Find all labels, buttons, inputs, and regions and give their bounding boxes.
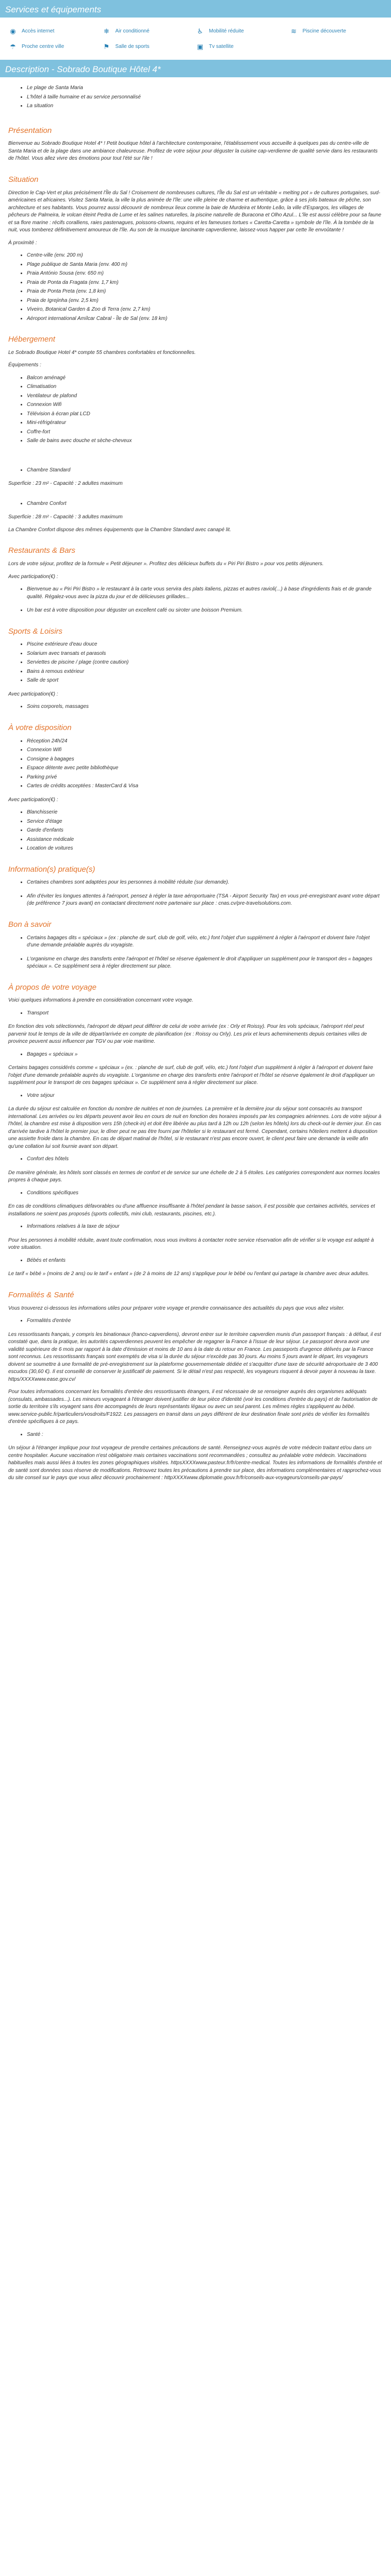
list-item: • Bienvenue au « Piri Piri Bistro » le restaurant à la carte vous servira des plats italiens, pizzas et autres ravioli(...) à base d'ingrédients frais et de grande qualité. Régalez-vous avec la pizza du jour et de délicieuses grillades... (27, 586, 383, 601)
list-item: • Solarium avec transats et parasols (27, 650, 383, 658)
room-confort-info: Superficie : 28 m² - Capacité : 3 adultes maximum (8, 514, 123, 520)
list-item: • Coffre-fort (27, 429, 383, 436)
formalites-intro: Vous trouverez ci-dessous les informations utiles pour préparer votre voyage et prendre connaissance des actualités du pays que vous allez visiter. (8, 1305, 345, 1311)
amenity-item (102, 42, 196, 52)
nearby-label: À proximité : (8, 240, 37, 246)
sejour-text: La durée du séjour est calculée en fonction du nombre de nuitées et non de journées. La première et la dernière jour du séjour sont consacrés au transport international. Les arrivées ou les départs peuvent avoir lieu en cours de nuit en fonction des horaires imposés par les compagnies aériennes. Lors de votre séjour à l'hôtel, la chambre est mise à disposition vers 15h (check-in) et doit être libérée au plus tard à 12h ou 12h (selon les hôtels) lors du check-out le dernier jour. En cas d'arrivée tardive à l'hôtel le premier jour, le dîner peut ne pas être fourni par l'hôtelier si le restaurant est fermé. Cependant, certains hôteliers mettent à disposition une assiette froide dans la chambre. En cas de départ matinal de l'hôtel, si le restaurant n'est pas encore ouvert, le client peut faire une demande la veille afin qu'une collation lui soit fournie avant son départ. (8, 1106, 382, 1149)
snowflake-icon: ❄ (104, 27, 109, 35)
amenity-item (8, 27, 102, 36)
pool-icon: ≋ (291, 27, 297, 35)
description-highlights (8, 77, 383, 114)
transport-heading: • Transport (27, 1010, 383, 1018)
list-item: • L'organisme en charge des transferts entre l'aéroport et l'hôtel se réserve également le droit d'appliquer un supplément pour le transport des « bagages spéciaux ». Ce supplément sera à régler directement sur place. (27, 956, 383, 971)
list-item: • Parking privé (27, 774, 383, 782)
formalites-heading: Formalités & Santé (8, 1290, 74, 1299)
entree-text-2: Pour toutes informations concernant les formalités d'entrée des ressortissants étrangers, il est nécessaire de se renseigner auprès des organismes adéquats (consulats, ambassades...). Les mineurs voyageant à l'étranger doivent justifier de leur pièce d'identité (voir les conditions d'entrée du pays) et de l'autorisation de sortie du territoire s'ils voyagent sans être accompagnés de leurs représentants légaux ou avec un seul parent. Les mêmes règles s'appliquent au bébé. www.service-public.fr/particuliers/vosdroits/F1922. Les passagers en transit dans un pays différent de leur destination finale sont priés de vérifier les formalités d'entrée spécifiques à ce pays. (8, 1389, 378, 1425)
sports-paid-list (8, 703, 383, 711)
room-name: • Chambre Standard (27, 467, 383, 474)
list-item: • Praia de Ponta da Fragata (env. 1,7 km) (27, 279, 383, 287)
list-item: • Location de voitures (27, 845, 383, 853)
amenity-label: Air conditionné (115, 28, 150, 34)
bebes-text: Le tarif « bébé » (moins de 2 ans) ou le tarif « enfant » (de 2 à moins de 12 ans) s'applique pour le bébé ou l'enfant qui partage la chambre avec deux adultes. (8, 1271, 369, 1277)
gym-icon: ⚑ (103, 42, 110, 50)
list-item: • Serviettes de piscine / plage (contre caution) (27, 659, 383, 667)
list-item: • Praia de Igrejinha (env. 2,5 km) (27, 297, 383, 305)
amenity-label: Accès internet (22, 28, 55, 34)
restaurants-paid-label: Avec participation(€) : (8, 573, 58, 580)
disposition-list (8, 738, 383, 790)
transport-text: En fonction des vols sélectionnés, l'aéroport de départ peut différer de celui de votre arrivée (ex : Orly et Roissy). Pour les vols spéciaux, l'aéroport réel peut parvenir tout le temps de la ville de départ/arrivée en compte de planification (ex : Roissy ou Orly). Les prix et leurs acheminements depuis certaines villes de province peuvent aussi influencer par TGV ou par voie maritime. (8, 1024, 367, 1045)
room-name: • Chambre Confort (27, 500, 383, 508)
taxe-text: Pour les personnes à mobilité réduite, avant toute confirmation, nous vous invitons à contacter notre service réservation afin de vérifier si le voyage est adapté à votre situation. (8, 1237, 374, 1251)
entree-heading: • Formalités d'entrée (27, 1317, 383, 1325)
hebergement-intro: Le Sobrado Boutique Hotel 4* compte 55 chambres confortables et fonctionnelles. (8, 349, 196, 355)
list-item: • Bains à remous extérieur (27, 668, 383, 676)
bon-list-2 (8, 956, 383, 971)
list-item: • Certaines chambres sont adaptées pour les personnes à mobilité réduite (sur demande). (27, 879, 383, 887)
presentation-text: Bienvenue au Sobrado Boutique Hotel 4* ! Petit boutique hôtel à l'architecture contemporaine, l'établissement vous accueille à quelques pas du centre-ville de Santa Maria et de la plage dans une ambiance chaleureuse. Profitez de votre séjour pour déguster la cuisine cap-verdienne de qualité servie dans les restaurants de l'hôtel. Vous allez vivre des émotions pour tout l'été sur l'ile ! (8, 141, 378, 162)
room-confort-note: La Chambre Confort dispose des mêmes équipements que la Chambre Standard avec canapé lit. (8, 527, 231, 533)
list-item: • Afin d'éviter les longues attentes à l'aéroport, pensez à régler la taxe aéroportuaire (TSA - Airport Security Tax) en vous pré-enregistrant avant votre départ (de préférence 7 jours avant) en contactant directement notre partenaire sur place : cnas.cv/pre-travelsolutions.com. (27, 893, 383, 908)
room-standard (8, 467, 383, 474)
list-item: • Blanchisserie (27, 809, 383, 817)
sante-heading: • Santé : (27, 1431, 383, 1439)
bagages-heading: • Bagages « spéciaux » (27, 1051, 383, 1059)
list-item: • Balcon aménagé (27, 375, 383, 382)
restaurants-list (8, 586, 383, 601)
taxe-heading: • Informations relatives à la taxe de séjour (27, 1223, 383, 1231)
list-item: • Télévision à écran plat LCD (27, 411, 383, 418)
disposition-paid-list (8, 809, 383, 853)
restaurants-list-2 (8, 607, 383, 615)
list-item: • Consigne à bagages (27, 756, 383, 764)
amenity-item (196, 27, 289, 36)
sports-heading: Sports & Loisirs (8, 626, 63, 636)
confort-text: De manière générale, les hôtels sont classés en termes de confort et de service sur une échelle de 2 à 5 étoiles. Les catégories correspondent aux normes locales propres à chaque pays. (8, 1170, 380, 1183)
amenity-label: Mobilité réduite (209, 28, 244, 34)
info-list (8, 879, 383, 887)
nearby-list (8, 252, 383, 323)
wheelchair-icon: ♿ (197, 27, 203, 35)
propos-heading: À propos de votre voyage (8, 982, 96, 992)
entree-text: Les ressortissants français, y compris les binationaux (franco-capverdiens), devront entrer sur le territoire capverdien munis d'un passeport français : à défaut, il est constaté que, dans la pratique, les autorités capverdiennes peuvent les empêcher de regagner la France à l'issue de leur séjour. Le passeport devra avoir une validité supérieure de 6 mois par rapport à la date d'émission et moins de 10 ans à la date du retour en France. Les passeports d'urgence délivrés par la France sont reconnus. Les ressortissants français sont exemptés de visa si la durée du séjour n'excède pas 30 jours. Au moins 5 jours avant le départ, les voyageurs doivent se soumettre à une formalité de pré-enregistrement sur la plateforme gouvernementale dédiée et s'acquitter d'une taxe de sécurité aéroportuaire de 3 400 escudos (30,60 €). Il est conseillé de conserver le justificatif de paiement. Si le détail n'est pas respecté, les voyageurs risquent à devoir payer à nouveau la taxe. https/XXXXwww.ease.gov.cv/ (8, 1331, 381, 1382)
restaurants-text: Lors de votre séjour, profitez de la formule « Petit déjeuner ». Profitez des délicieux buffets du « Piri Piri Bistro » pour vos petits déjeuners. (8, 561, 324, 567)
list-item: • Ventilateur de plafond (27, 393, 383, 400)
list-item: • Plage publique de Santa Maria (env. 400 m) (27, 261, 383, 269)
list-item: • Piscine extérieure d'eau douce (27, 641, 383, 649)
confort-heading: • Confort des hôtels (27, 1156, 383, 1163)
conditions-heading: • Conditions spécifiques (27, 1190, 383, 1197)
list-item: • Le plage de Santa Maria (27, 84, 383, 92)
list-item: • Connexion Wifi (27, 747, 383, 754)
list-item: • Garde d'enfants (27, 827, 383, 835)
sports-paid-label: Avec participation(€) : (8, 691, 58, 697)
bebes-heading: • Bébés et enfants (27, 1257, 383, 1265)
list-item: • Salle de sport (27, 677, 383, 685)
restaurants-heading: Restaurants & Bars (8, 546, 76, 555)
disposition-heading: À votre disposition (8, 723, 72, 732)
baggage-icon: ▣ (197, 42, 204, 50)
amenity-item (102, 27, 196, 36)
list-item: • Certains bagages dits « spéciaux » (ex : planche de surf, club de golf, vélo, etc.) font l'objet d'un supplément à régler à l'aéroport et doivent faire l'objet d'une demande préalable auprès du voyagiste. (27, 935, 383, 950)
list-item: • Aéroport international Amílcar Cabral - Île de Sal (env. 18 km) (27, 315, 383, 323)
amenity-item (289, 27, 383, 36)
amenity-label: Tv satellite (209, 43, 234, 49)
list-item: • Connexion Wifi (27, 401, 383, 409)
list-item: • Salle de bains avec douche et sèche-cheveux (27, 437, 383, 445)
situation-text: Direction le Cap-Vert et plus précisément l'Île du Sal ! Croisement de nombreuses cultures, l'Île du Sal est un véritable « melting pot » de cultures portugaises, sud-américaines et africaines. Visitez Santa Maria, la ville la plus animée de l'île: une ville pleine de charme et authentique, grâce à ses jolis bateaux de pêche, son architecture et ses habitants. Vous pourrez aussi découvrir de nombreux lieux comme la baie de Murdeira et Monte Leão, la ville d'Espargos, les villages de pêcheurs de Palmeira, le volcan éteint Pedra de Lume et les salines naturelles, la piscine naturelle de Buracona et Olho Azul... L'île est aussi célèbre pour sa faune et sa flore marine : récifs coralliens, raies pastenagues, poissons-clowns, requins et les fameuses tortues « Caretta-Caretta » symbole de l'île. À la tombée de la nuit, vous tomberez définitivement amoureux de l'île. Au son de la musique lancinante capverdienne, laissez-vous happer par cette île envoûtante ! (8, 190, 382, 233)
info-heading: Information(s) pratique(s) (8, 865, 95, 874)
amenity-label: Proche centre ville (22, 43, 64, 49)
hebergement-heading: Hébergement (8, 335, 55, 344)
bagages-text: Certains bagages considérés comme « spéciaux » (ex. : planche de surf, club de golf, vélo, etc.) font l'objet d'un supplément à régler à l'aéroport et doivent faire l'objet d'une demande préalable auprès du voyagiste. L'organisme en charge des transferts entre l'aéroport et l'hôtel se réserve également le droit d'appliquer un supplément pour le transport de ces bagages spéciaux ». Ce supplément sera à régler directement sur place. (8, 1065, 375, 1086)
list-item: • Praia de Ponta Preta (env. 1,8 km) (27, 288, 383, 296)
list-item: • Service d'étage (27, 818, 383, 826)
services-header: Services et équipements (0, 0, 391, 18)
room-confort (8, 500, 383, 508)
amenities-grid (0, 18, 391, 55)
list-item: • Praia António Sousa (env. 650 m) (27, 270, 383, 278)
list-item: • Mini-réfrigérateur (27, 419, 383, 427)
list-item: • Viveiro, Botanical Garden & Zoo di Terra (env. 2,7 km) (27, 306, 383, 314)
list-item: • Espace détente avec petite bibliothèque (27, 765, 383, 772)
disposition-paid-label: Avec participation(€) : (8, 796, 58, 803)
sejour-heading: • Votre séjour (27, 1092, 383, 1100)
sante-text: Un séjour à l'étranger implique pour tout voyageur de prendre certaines précautions de santé. Renseignez-vous auprès de votre médecin traitant et/ou dans un centre hospitalier. Aucune vaccination n'est obligatoire mais certaines vaccinations sont recommandées ; consultez au préalable votre médecin. Vaccinations habituelles mais aussi liées à toutes les zones géographiques visitées. httpsXXXXwww.pasteur.fr/fr/centre-medical. Toutes les informations de formalités d'entrée et de santé sont données sous réserve de modifications. Retrouvez toutes les précautions à prendre sur place, des informations complémentaires et rapprochez-vous du site conseil sur le pays que vous allez découvrir prochainement : httpXXXXwww.diplomatie.gouv.fr/fr/conseils-aux-voyageurs/conseils-par-pays/ (8, 1445, 382, 1481)
beach-icon: ☂ (10, 42, 16, 50)
room-standard-info: Superficie : 23 m² - Capacité : 2 adultes maximum (8, 481, 123, 487)
presentation-heading: Présentation (8, 126, 52, 135)
list-item: • Soins corporels, massages (27, 703, 383, 711)
list-item: • Assistance médicale (27, 836, 383, 844)
list-item: • La situation (27, 103, 383, 110)
propos-intro: Voici quelques informations à prendre en considération concernant votre voyage. (8, 997, 193, 1004)
list-item: • L'hôtel à taille humaine et au service personnalisé (27, 94, 383, 101)
amenity-item (8, 42, 102, 52)
amenity-item (196, 42, 289, 52)
situation-heading: Situation (8, 175, 39, 184)
info-list-2 (8, 893, 383, 908)
equipment-list (8, 375, 383, 445)
conditions-text: En cas de conditions climatiques défavorables ou d'une affluence insuffisante à l'hôtel pendant la basse saison, il est possible que certaines activités, services et installations ne soient pas proposés (sports collectifs, mini club, restaurants, piscines, etc.). (8, 1204, 375, 1217)
list-item: • Réception 24h/24 (27, 738, 383, 745)
sports-list (8, 641, 383, 685)
list-item: • Cartes de crédits acceptées : MasterCard & Visa (27, 783, 383, 790)
wifi-icon: ◉ (10, 27, 16, 35)
list-item: • Centre-ville (env. 200 m) (27, 252, 383, 260)
bon-list (8, 935, 383, 950)
description-header: Description - Sobrado Boutique Hôtel 4* (0, 60, 391, 77)
list-item: • Climatisation (27, 383, 383, 391)
amenity-label: Piscine découverte (302, 28, 346, 34)
bon-heading: Bon à savoir (8, 920, 52, 929)
list-item: • Un bar est à votre disposition pour déguster un excellent café ou siroter une boisson Premium. (27, 607, 383, 615)
amenity-label: Salle de sports (115, 43, 150, 49)
equipment-label: Équipements : (8, 362, 41, 368)
